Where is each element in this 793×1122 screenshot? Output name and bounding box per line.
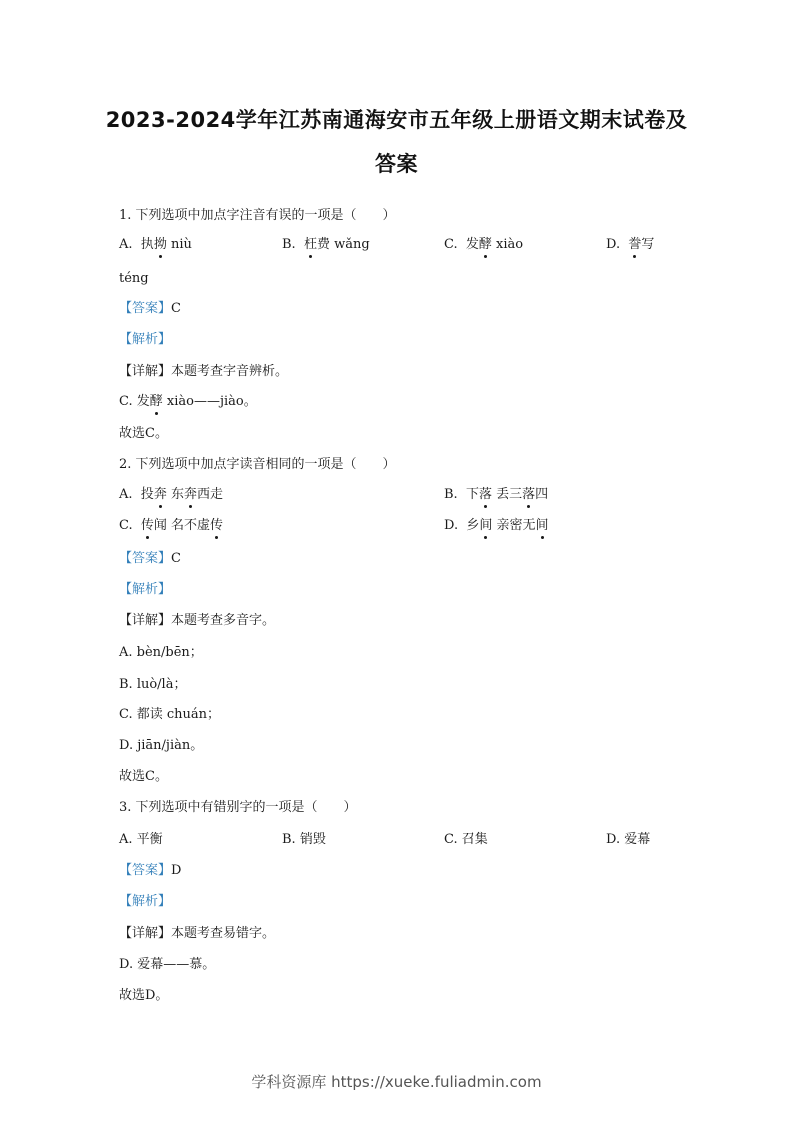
option-text: 发: [465, 237, 479, 252]
q3-option-a: A. 平衡: [119, 832, 163, 847]
q2-conclusion: 故选C。: [119, 769, 168, 784]
q2-option-c: [119, 518, 223, 534]
q2-explanation-b: B. luò/là；: [119, 677, 187, 692]
option-label: A.: [119, 237, 133, 252]
q2-explanation-a: A. bèn/bēn；: [119, 645, 203, 660]
q1-answer: [119, 301, 181, 317]
dotted-char: 传: [210, 518, 224, 533]
option-label: C.: [444, 237, 458, 252]
q3-detail: 【详解】本题考查易错字。: [119, 926, 276, 941]
explanation-text: C. 发: [119, 394, 150, 409]
option-pinyin: xiào: [491, 237, 524, 252]
option-label: B.: [444, 487, 458, 502]
answer-tag: 【答案】: [119, 551, 172, 566]
q3-answer: [119, 863, 181, 879]
option-text: 写: [641, 237, 655, 252]
q2-explanation-c: C. 都读 chuán；: [119, 707, 221, 722]
q2-option-a: [119, 487, 223, 503]
dotted-char: 间: [535, 518, 549, 533]
dotted-char: 落: [522, 487, 536, 502]
dotted-char: 传: [140, 518, 154, 533]
document-title-line1: 2023-2024学年江苏南通海安市五年级上册语文期末试卷及: [105, 108, 688, 132]
dotted-char: 枉: [303, 237, 317, 252]
option-label: C.: [119, 518, 133, 533]
document-title-line2: 答案: [375, 152, 418, 176]
option-pinyin: niù: [166, 237, 192, 252]
dotted-char: 酵: [478, 237, 492, 252]
option-text: 四: [535, 487, 549, 502]
dotted-char: 酵: [149, 394, 163, 409]
answer-tag: 【答案】: [119, 301, 172, 316]
q2-stem: 2. 下列选项中加点字读音相同的一项是（ ）: [119, 457, 396, 472]
q3-analysis-tag: 【解析】: [119, 894, 172, 909]
q2-detail: 【详解】本题考查多音字。: [119, 613, 276, 628]
dotted-char: 落: [478, 487, 492, 502]
q2-option-b: [444, 487, 548, 503]
footer-watermark-link[interactable]: 学科资源库 https://xueke.fuliadmin.com: [251, 1073, 542, 1091]
option-label: D.: [606, 237, 621, 252]
q1-conclusion: 故选C。: [119, 426, 168, 441]
q3-option-c: C. 召集: [444, 832, 488, 847]
q1-option-c: [444, 237, 523, 253]
dotted-char: 誊: [628, 237, 642, 252]
option-text: 东: [166, 487, 184, 502]
option-text: 下: [465, 487, 479, 502]
option-label: B.: [282, 237, 296, 252]
q1-option-d-pinyin: téng: [119, 271, 149, 286]
q3-stem: 3. 下列选项中有错别字的一项是（ ）: [119, 800, 357, 815]
answer-value: D: [171, 863, 182, 878]
answer-value: C: [171, 551, 181, 566]
q2-answer: [119, 551, 181, 567]
q3-conclusion: 故选D。: [119, 988, 169, 1003]
q1-stem: 1. 下列选项中加点字注音有误的一项是（ ）: [119, 208, 396, 223]
option-pinyin: 费 wǎng: [316, 237, 370, 252]
q3-option-b: B. 销毁: [282, 832, 326, 847]
q1-option-a: [119, 237, 192, 253]
q1-option-d: [606, 237, 654, 253]
q3-explanation: D. 爱幕——慕。: [119, 957, 216, 972]
answer-tag: 【答案】: [119, 863, 172, 878]
q2-analysis-tag: 【解析】: [119, 582, 172, 597]
option-text: 丢三: [491, 487, 523, 502]
option-text: 亲密无: [492, 518, 536, 533]
option-label: D.: [444, 518, 459, 533]
option-label: A.: [119, 487, 133, 502]
q2-explanation-d: D. jiān/jiàn。: [119, 738, 204, 753]
option-text: 乡: [466, 518, 480, 533]
dotted-char: 奔: [153, 487, 167, 502]
dotted-char: 奔: [183, 487, 197, 502]
option-text: 执: [140, 237, 154, 252]
q1-explanation: [119, 394, 257, 410]
dotted-char: 拗: [153, 237, 167, 252]
answer-value: C: [171, 301, 181, 316]
q1-detail: 【详解】本题考查字音辨析。: [119, 364, 289, 379]
q3-option-d: D. 爱幕: [606, 832, 651, 847]
explanation-text: xiào——jiào。: [162, 394, 257, 409]
option-text: 西走: [196, 487, 223, 502]
option-text: 投: [140, 487, 154, 502]
q1-analysis-tag: 【解析】: [119, 332, 172, 347]
q1-option-b: [282, 237, 370, 253]
dotted-char: 间: [479, 518, 493, 533]
q2-option-d: [444, 518, 549, 534]
option-text: 闻 名不虚: [153, 518, 211, 533]
